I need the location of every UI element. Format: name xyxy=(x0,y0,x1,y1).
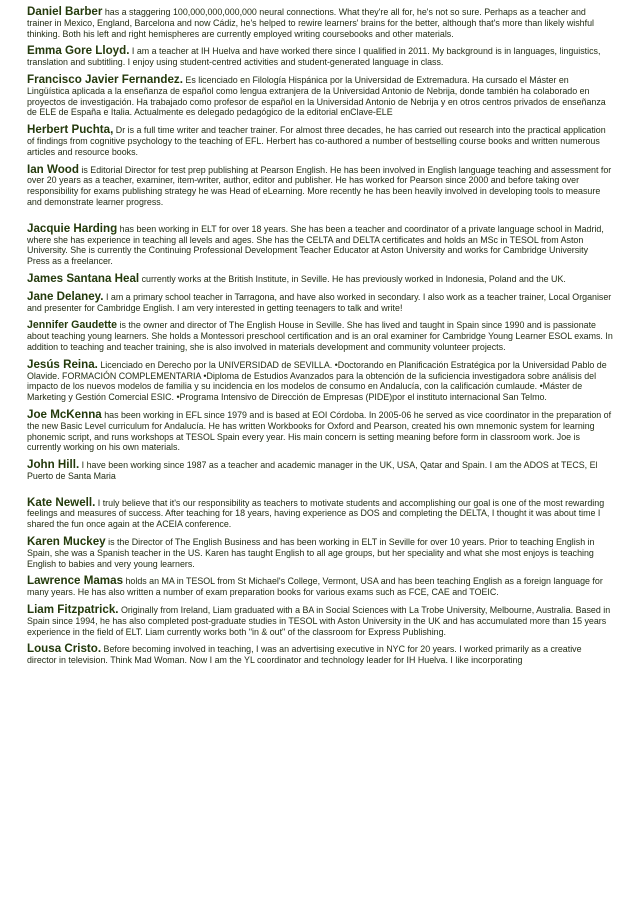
speaker-bio-text: is the owner and director of The English House in Seville. She has lived and taught in Spain since 1990 and is passionate about teaching young learners. She holds a Montessori preschool certification and is an oral examiner for Cambridge Young Learner ESOL exams. In addition to teaching and teacher training, she is also involved in materials development and community volunteer projects. xyxy=(27,320,613,352)
bio-herbert-puchta xyxy=(27,125,613,157)
speaker-name: Karen Muckey xyxy=(27,535,106,549)
speaker-bio-text: currently works at the British Institute, in Seville. He has previously worked in Indonesia, Poland and the UK. xyxy=(139,273,566,284)
speaker-name: James Santana Heal xyxy=(27,271,140,285)
bio-jesus-reina xyxy=(27,357,613,403)
speaker-bio-text: I have been working since 1987 as a teacher and academic manager in the UK, USA, Qatar and Spain. I am the ADOS at TECS, El Puerto de Santa Maria xyxy=(27,460,598,481)
bio-daniel-barber xyxy=(27,7,613,39)
speaker-bio-text: I am a primary school teacher in Tarragona, and have also worked in secondary. I also work as a teacher trainer, Local Organiser and presenter for Cambridge English. I am very interested in getting teenagers to talk and write! xyxy=(27,291,612,313)
bio-joe-mckenna xyxy=(27,407,613,453)
speaker-name: Ian Wood xyxy=(27,162,79,176)
speaker-bio-text: has been working in EFL since 1979 and is based at EOI Córdoba. In 2005-06 he served as vice coordinator in the preparation of the new Basic Level curriculum for Andalucía. He has written Workbooks for Oxford and Pearson, created his own mnemonic system for learning phonemic script, and runs workshops at TESOL Spain every year. His main concern is setting meaning before form in classroom work. Joe is currently working on his own materials. xyxy=(27,409,612,453)
bio-john-hill xyxy=(27,460,613,482)
speaker-bio-text: Before becoming involved in teaching, I was an advertising executive in NYC for 20 years. I worked primarily as a creative director in television. Think Mad Woman. Now I am the YL coordinator and technology leader for IH Huelva. I like incorporating xyxy=(27,644,582,666)
bio-lousa-cristo xyxy=(27,644,613,666)
speaker-name: Lawrence Mamas xyxy=(27,574,124,588)
speaker-name: Liam Fitzpatrick. xyxy=(27,603,119,617)
bio-liam-fitzpatrick xyxy=(27,605,613,637)
bio-emma-gore-lloyd xyxy=(27,46,613,68)
speaker-bio-text: I am a teacher at IH Huelva and have worked there since I qualified in 2011. My background is in languages, linguistics, translation and subtitling. I enjoy using student-centred activities and student-generated language in class. xyxy=(27,46,601,68)
speaker-bios-page xyxy=(27,7,613,666)
speaker-name: Lousa Cristo. xyxy=(27,642,102,656)
speaker-name: John Hill. xyxy=(27,458,80,472)
speaker-name: Kate Newell. xyxy=(27,495,96,509)
speaker-name: Jane Delaney. xyxy=(27,289,104,303)
speaker-bio-text: I truly believe that it's our responsibility as teachers to motivate students and accomplishing our goal is one of the most rewarding feelings and measures of success. After teaching for 18 years, having experience as DOS and completing the DELTA, I thought it was about time I shared the fun once again at the ACEIA conference. xyxy=(27,497,605,530)
speaker-bio-text: Originally from Ireland, Liam graduated with a BA in Social Sciences with La Trobe University, Melbourne, Australia. Based in Spain since 1994, he has also completed post-graduate studies in TESOL with Aston University in the UK and has accumulated more than 15 years experience in the field of ELT. Liam currently works both "in & out" of the classroom for Express Publishing. xyxy=(27,605,611,637)
speaker-name: Francisco Javier Fernandez. xyxy=(27,72,183,86)
speaker-name: Jacquie Harding xyxy=(27,221,118,235)
bio-kate-newell xyxy=(27,495,613,530)
bio-ian-wood xyxy=(27,162,613,208)
speaker-name: Daniel Barber xyxy=(27,5,103,18)
bio-lawrence-mamas xyxy=(27,576,613,598)
speaker-name: Jesús Reina. xyxy=(27,357,98,371)
bio-jennifer-gaudette xyxy=(27,320,613,352)
speaker-bio-text: has been working in ELT for over 18 years. She has been a teacher and coordinator of a private language school in Madrid, where she has experience in teaching all levels and ages. She has the CELTA and DELTA certificates and holds an MSc in TESOL from Aston University. She is currently the Continuing Professional Development Teacher Educator at Aston University and works for Cambridge University Press as a freelancer. xyxy=(27,223,604,267)
bio-jacquie-harding xyxy=(27,221,613,267)
speaker-bio-text: is the Director of The English Business and has been working in ELT in Seville for over 10 years. Prior to teaching English in Spain, she was a Spanish teacher in the US. Karen has taught English to all age groups, but her speciality and what she most enjoys is teaching English to babies and very young learners. xyxy=(27,537,595,569)
speaker-name: Jennifer Gaudette xyxy=(27,319,118,332)
speaker-bio-text: Dr is a full time writer and teacher trainer. For almost three decades, he has carried out research into the practical application of findings from cognitive psychology to the teaching of EFL. Herbert has co-authored a number of bestselling course books and written numerous articles and resource books. xyxy=(27,125,606,157)
speaker-bio-text: Licenciado en Derecho por la UNIVERSIDAD de SEVILLA. •Doctorando en Planificación Estratégica por la Universidad Pablo de Olavide. FORMACIÓN COMPLEMENTARIA •Diploma de Estudios Avanzados para la obtención de la suficiencia investigadora sobre análisis del impacto de los nuevos modelos de familia y su incidencia en los modelos de consumo en Andalucía, con la calificación cumlaude. •Máster de Marketing y Gestión Comercial ESIC. •Programa Intensivo de Dirección de Empresas (PIDE)por el instituto internacional San Telmo. xyxy=(27,359,607,403)
speaker-name: Emma Gore Lloyd. xyxy=(27,44,130,58)
speaker-bio-text: holds an MA in TESOL from St Michael's College, Vermont, USA and has been teaching English as a foreign language for many years. He has also written a number of exam preparation books for various exams such as FCE, CAE and TOEIC. xyxy=(27,576,603,598)
speaker-bio-text: is Editorial Director for test prep publishing at Pearson English. He has been involved in English language teaching and assessment for over 20 years as a teacher, examiner, item-writer, author, editor and publisher. He has worked for Pearson since 2000 and before taking over responsibility for exams publishing strategy he was Head of eLearning. More recently he has been heavily involved in developing tools to measure and demonstrate learner progress. xyxy=(27,164,612,207)
speaker-name: Joe McKenna xyxy=(27,407,102,421)
speaker-name: Herbert Puchta, xyxy=(27,123,114,137)
bio-francisco-javier-fernandez xyxy=(27,72,613,118)
speaker-bio-text: Es licenciado en Filología Hispánica por la Universidad de Extremadura. Ha cursado el Máster en Lingüística aplicada a la enseñanza de español como lengua extranjera de la Universidad Antonio de Nebrija, donde también ha colaborado en proyectos de investigación. Ha trabajado como profesor de español en la Universidad Antonio de Nebrija y en otros centros privados de enseñanza de ELE de España e Italia. Actualmente es delegado pedagógico de la editorial enClave-ELE xyxy=(27,74,606,118)
bio-jane-delaney xyxy=(27,289,613,314)
bio-karen-muckey xyxy=(27,537,613,569)
bio-james-santana-heal xyxy=(27,271,613,285)
speaker-bio-text: has a staggering 100,000,000,000,000 neural connections. What they're all for, he's not so sure. Perhaps as a teacher and trainer in Mexico, England, Barcelona and now Cádiz, he's helped to rewire learners' brains for the better, although that's more than likely wishful thinking. Both his left and right hemispheres are currently employed writing coursebooks and other materials. xyxy=(27,7,594,39)
